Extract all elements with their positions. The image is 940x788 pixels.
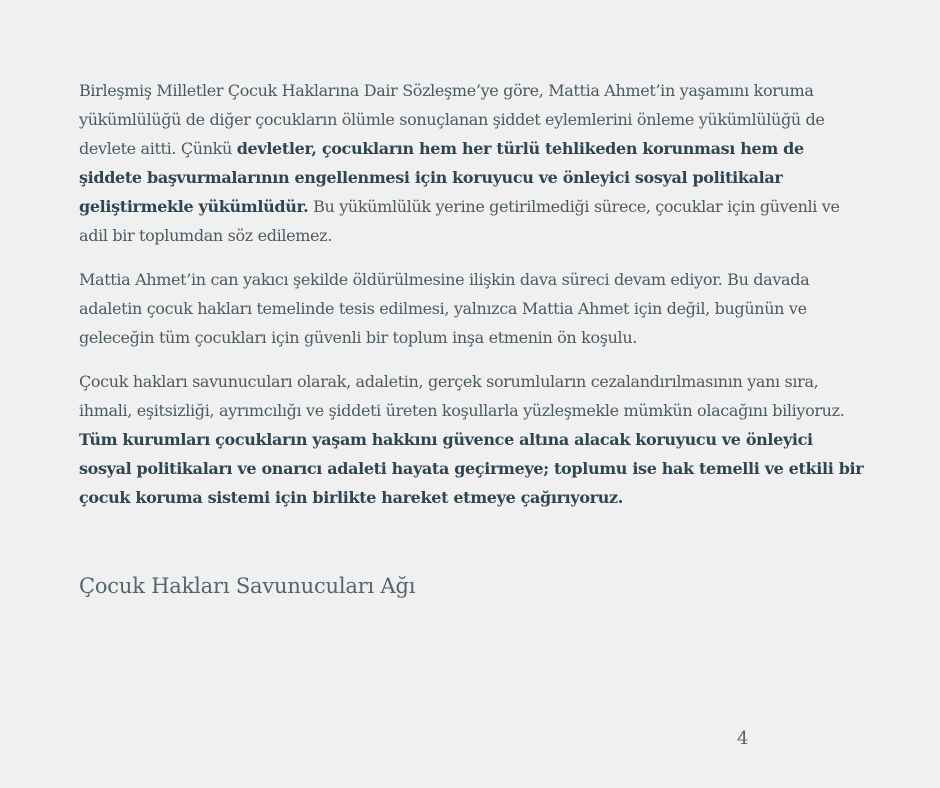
signature: Çocuk Hakları Savunucuları Ağı: [79, 574, 416, 598]
paragraph-text: Bu yükümlülük yerine getirilmediği sürece, çocuklar için güvenli ve adil bir toplumdan söz edilemez.: [79, 197, 840, 245]
paragraph: [79, 265, 869, 352]
paragraph-text: Mattia Ahmet’in can yakıcı şekilde öldürülmesine ilişkin dava süreci devam ediyor. Bu davada adaletin çocuk hakları temelinde tesis edilmesi, yalnızca Mattia Ahmet için değil, bugünün ve geleceğin tüm çocukları için güvenli bir toplum inşa etmenin ön koşulu.: [79, 270, 810, 347]
paragraph-bold-text: devletler, çocukların hem her türlü tehlikeden korunması hem de şiddete başvurmalarının engellenmesi için koruyucu ve önleyici sosyal politikalar geliştirmekle yükümlüdür.: [79, 139, 804, 216]
paragraph: [79, 76, 869, 250]
paragraph-bold-text: Tüm kurumları çocukların yaşam hakkını güvence altına alacak koruyucu ve önleyici sosyal politikaları ve onarıcı adaleti hayata geçirmeye; toplumu ise hak temelli ve etkili bir çocuk koruma sistemi için birlikte hareket etmeye çağırıyoruz.: [79, 430, 864, 507]
paragraph-text: Çocuk hakları savunucuları olarak, adaletin, gerçek sorumluların cezalandırılmasının yanı sıra, ihmali, eşitsizliği, ayrımcılığı ve şiddeti üreten koşullarla yüzleşmekle mümkün olacağını biliyoruz.: [79, 372, 845, 420]
document-body: [79, 76, 869, 512]
paragraph: [79, 367, 869, 512]
paragraph-text: Birleşmiş Milletler Çocuk Haklarına Dair Sözleşme’ye göre, Mattia Ahmet’in yaşamını koruma yükümlülüğü de diğer çocukların ölümle sonuçlanan şiddet eylemlerini önleme yükümlülüğü de devlete aitti. Çünkü: [79, 81, 825, 158]
page-number: 4: [737, 728, 749, 749]
